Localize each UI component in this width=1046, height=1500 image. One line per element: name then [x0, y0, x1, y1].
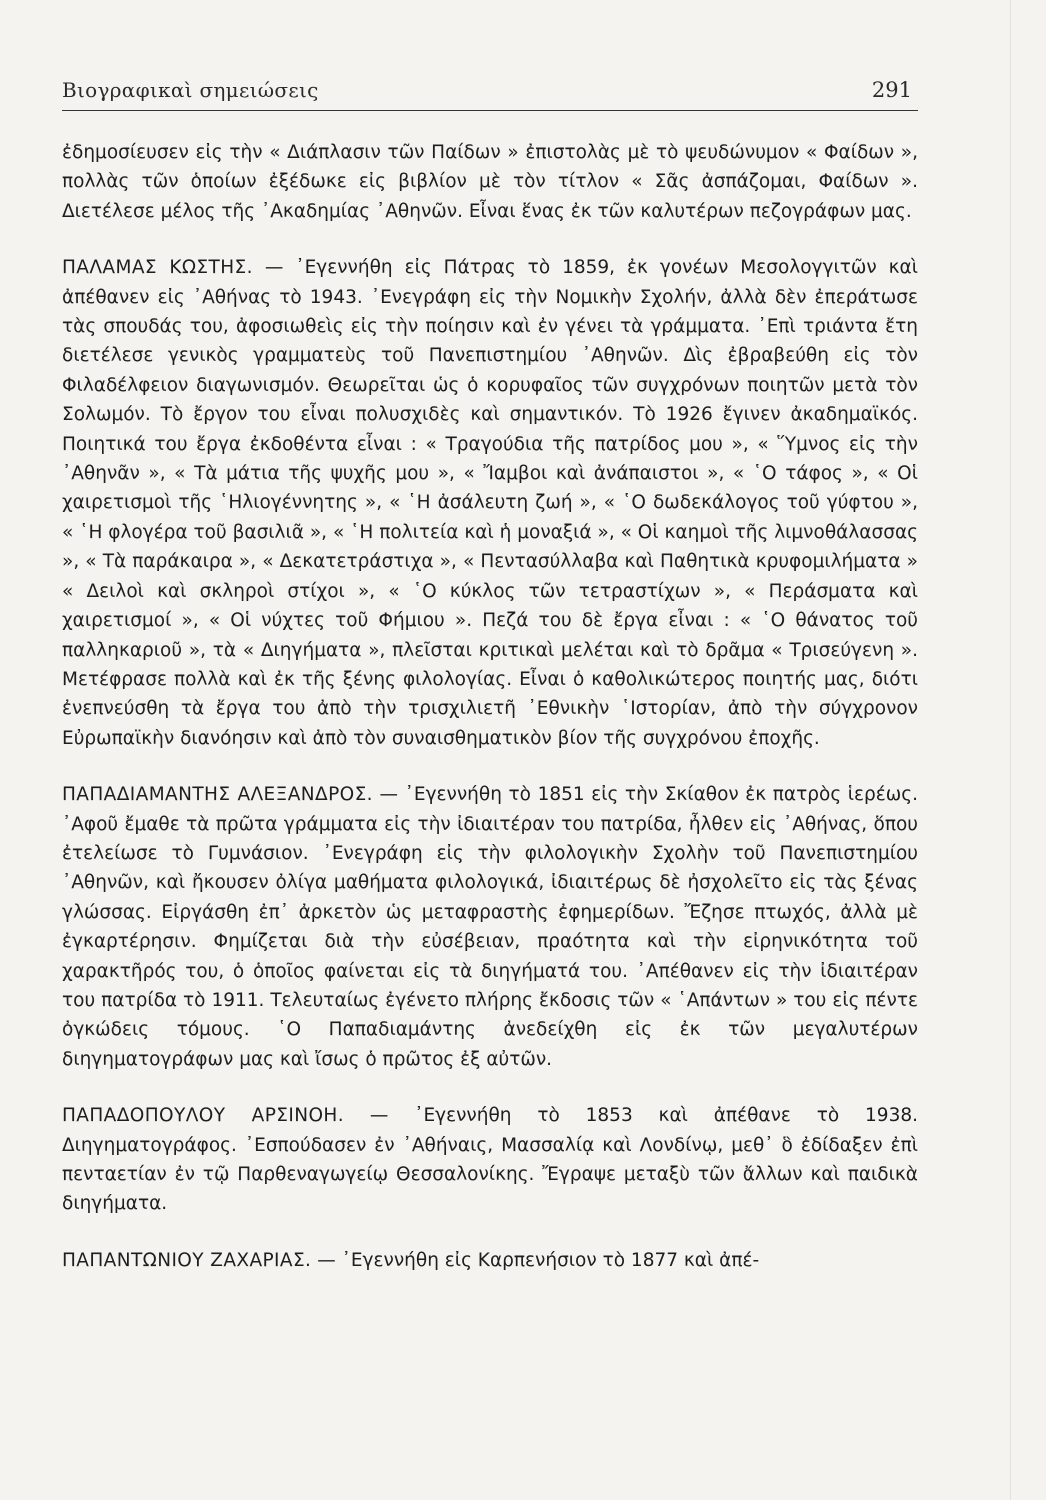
running-title: Βιογραφικαὶ σημειώσεις: [62, 78, 319, 102]
scan-shadow: [1010, 0, 1011, 1500]
paragraph-continuation: [62, 138, 918, 226]
entry-text: — ᾿Εγεννήθη τὸ 1853 καὶ ἀπέθανε τὸ 1938. Διηγηματογράφος. ᾿Εσπούδασεν ἐν ᾿Αθήναις, Μασσαλίᾳ καὶ Λονδίνῳ, μεθ᾿ ὃ ἐδίδαξεν ἐπὶ πενταετίαν ἐν τῷ Παρθεναγωγείῳ Θεσσαλονίκης. Ἔγραψε μεταξὺ τῶν ἄλλων καὶ παιδικὰ διηγήματα.: [62, 1105, 918, 1215]
entry-palamas: [62, 253, 918, 753]
page-number: 291: [871, 78, 912, 102]
entry-papantoniou: [62, 1246, 918, 1275]
entry-text: — ᾿Εγεννήθη τὸ 1851 εἰς τὴν Σκίαθον ἐκ πατρὸς ἱερέως. ᾿Αφοῦ ἔμαθε τὰ πρῶτα γράμματα εἰς τὴν ἰδιαιτέραν του πατρίδα, ἦλθεν εἰς ᾿Αθήνας, ὅπου ἐτελείωσε τὸ Γυμνάσιον. ᾿Ενεγράφη εἰς τὴν φιλολογικὴν Σχολὴν τοῦ Πανεπιστημίου ᾿Αθηνῶν, καὶ ἤκουσεν ὀλίγα μαθήματα φιλολογικά, ἰδιαιτέρως δὲ ἠσχολεῖτο εἰς τὰς ξένας γλώσσας. Εἰργάσθη ἐπ᾿ ἀρκετὸν ὡς μεταφραστὴς ἐφημερίδων. Ἔζησε πτωχός, ἀλλὰ μὲ ἐγκαρτέρησιν. Φημίζεται διὰ τὴν εὐσέβειαν, πραότητα καὶ τὴν εἰρηνικότητα τοῦ χαρακτῆρός του, ὁ ὁποῖος φαίνεται εἰς τὰ διηγήματά του. ᾿Απέθανεν εἰς τὴν ἰδιαιτέραν του πατρίδα τὸ 1911. Τελευταίως ἐγένετο πλήρης ἔκδοσις τῶν « ῾Απάντων » του εἰς πέντε ὀγκώδεις τόμους. ῾Ο Παπαδιαμάντης ἀνεδείχθη εἰς ἐκ τῶν μεγαλυτέρων διηγηματογράφων μας καὶ ἴσως ὁ πρῶτος ἐξ αὐτῶν.: [62, 784, 918, 1070]
page-body: [62, 138, 918, 1275]
entry-name: ΠΑΠΑΔΙΑΜΑΝΤΗΣ ΑΛΕΞΑΝΔΡΟΣ.: [62, 784, 373, 806]
entry-name: ΠΑΠΑΝΤΩΝΙΟΥ ΖΑΧΑΡΙΑΣ.: [62, 1249, 312, 1271]
running-header: [62, 70, 918, 111]
entry-text: — ᾿Εγεννήθη εἰς Καρπενήσιον τὸ 1877 καὶ ἀπέ-: [311, 1249, 760, 1271]
entry-name: ΠΑΠΑΔΟΠΟΥΛΟΥ ΑΡΣΙΝΟΗ.: [62, 1105, 345, 1127]
paragraph-text: ἐδημοσίευσεν εἰς τὴν « Διάπλασιν τῶν Παίδων » ἐπιστολὰς μὲ τὸ ψευδώνυμον « Φαίδων », πολλὰς τῶν ὁποίων ἐξέδωκε εἰς βιβλίον μὲ τὸν τίτλον « Σᾶς ἀσπάζομαι, Φαίδων ». Διετέλεσε μέλος τῆς ᾿Ακαδημίας ᾿Αθηνῶν. Εἶναι ἕνας ἐκ τῶν καλυτέρων πεζογράφων μας.: [62, 142, 918, 222]
entry-papadopoulou: [62, 1101, 918, 1219]
entry-text: — ᾿Εγεννήθη εἰς Πάτρας τὸ 1859, ἐκ γονέων Μεσολογγιτῶν καὶ ἀπέθανεν εἰς ᾿Αθήνας τὸ 1943. ᾿Ενεγράφη εἰς τὴν Νομικὴν Σχολήν, ἀλλὰ δὲν ἐπεράτωσε τὰς σπουδάς του, ἀφοσιωθεὶς εἰς τὴν ποίησιν καὶ ἐν γένει τὰ γράμματα. ᾿Επὶ τριάντα ἔτη διετέλεσε γενικὸς γραμματεὺς τοῦ Πανεπιστημίου ᾿Αθηνῶν. Δὶς ἐβραβεύθη εἰς τὸν Φιλαδέλφειον διαγωνισμόν. Θεωρεῖται ὡς ὁ κορυφαῖος τῶν συγχρόνων ποιητῶν μετὰ τὸν Σολωμόν. Τὸ ἔργον του εἶναι πολυσχιδὲς καὶ σημαντικόν. Τὸ 1926 ἔγινεν ἀκαδημαϊκός. Ποιητικά του ἔργα ἐκδοθέντα εἶναι : « Τραγούδια τῆς πατρίδος μου », « Ὕμνος εἰς τὴν ᾿Αθηνᾶν », « Τὰ μάτια τῆς ψυχῆς μου », « Ἴαμβοι καὶ ἀνάπαιστοι », « ῾Ο τάφος », « Οἱ χαιρετισμοὶ τῆς ῾Ηλιογέννητης », « ῾Η ἀσάλευτη ζωή », « ῾Ο δωδεκάλογος τοῦ γύφτου », « ῾Η φλογέρα τοῦ βασιλιᾶ », « ῾Η πολιτεία καὶ ἡ μοναξιά », « Οἱ καημοὶ τῆς λιμνοθάλασσας », « Τὰ παράκαιρα », « Δεκατετράστιχα », « Πεντασύλλαβα καὶ Παθητικὰ κρυφομιλήματα » « Δειλοὶ καὶ σκληροὶ στίχοι », « ῾Ο κύκλος τῶν τετραστίχων », « Περάσματα καὶ χαιρετισμοί », « Οἱ νύχτες τοῦ Φήμιου ». Πεζά του δὲ ἔργα εἶναι : « ῾Ο θάνατος τοῦ παλληκαριοῦ », τὰ « Διηγήματα », πλεῖσται κριτικαὶ μελέται καὶ τὸ δρᾶμα « Τρισεύγενη ». Μετέφρασε πολλὰ καὶ ἐκ τῆς ξένης φιλολογίας. Εἶναι ὁ καθολικώτερος ποιητής μας, διότι ἐνεπνεύσθη τὰ ἔργα του ἀπὸ τὴν τρισχιλιετῆ ᾿Εθνικὴν ῾Ιστορίαν, ἀπὸ τὴν σύγχρονον Εὐρωπαϊκὴν διανόησιν καὶ ἀπὸ τὸν συναισθηματικὸν βίον τῆς συγχρόνου ἐποχῆς.: [62, 257, 918, 749]
entry-name: ΠΑΛΑΜΑΣ ΚΩΣΤΗΣ.: [62, 257, 253, 279]
entry-papadiamantis: [62, 780, 918, 1074]
